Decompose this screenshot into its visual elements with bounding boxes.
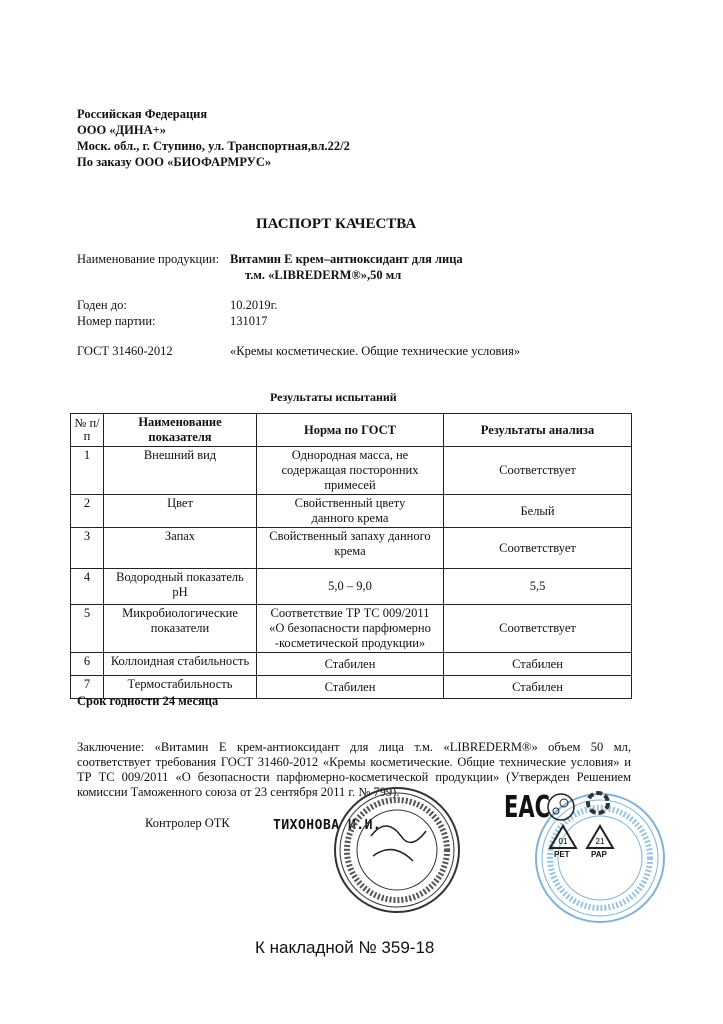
product-label: Наименование продукции: — [77, 252, 220, 266]
row-norm: Стабилен — [257, 653, 444, 676]
signature-role: Контролер ОТК — [145, 816, 230, 830]
row-norm: Свойственный цвету данного крема — [257, 495, 444, 528]
results-title: Результаты испытаний — [270, 390, 397, 404]
company-header — [77, 106, 350, 170]
row-name: Термостабильность — [104, 676, 257, 699]
row-name: Запах — [104, 528, 257, 569]
shelf-life: Срок годности 24 месяца — [77, 694, 219, 708]
row-name: Микробиологические показатели — [104, 605, 257, 653]
row-number: 5 — [71, 605, 104, 653]
pet-recycle-icon — [548, 824, 578, 850]
col-header-result: Результаты анализа — [444, 414, 632, 447]
header-line: По заказу ООО «БИОФАРМРУС» — [77, 155, 272, 169]
col-header-number: № п/п — [71, 414, 104, 447]
expiry-value: 10.2019г. — [230, 298, 278, 312]
table-row — [71, 447, 632, 495]
row-result: Белый — [444, 495, 632, 528]
cosmetics-symbol-icon — [546, 792, 576, 822]
pap-recycle-icon — [585, 824, 615, 850]
pet-code: 01 — [558, 837, 568, 846]
row-name: Внешний вид — [104, 447, 257, 495]
gost-value: «Кремы косметические. Общие технические условия» — [230, 344, 521, 358]
signature-name: ТИХОНОВА И.И. — [273, 818, 382, 833]
table-header-row — [71, 414, 632, 447]
row-norm: Стабилен — [257, 676, 444, 699]
col-header-name: Наименование показателя — [104, 414, 257, 447]
document-title: ПАСПОРТ КАЧЕСТВА — [256, 216, 417, 232]
pap-code: 21 — [595, 837, 605, 846]
pap-label: PAP — [591, 850, 607, 859]
row-name: Водородный показатель pH — [104, 569, 257, 605]
row-result: Соответствует — [444, 605, 632, 653]
col-header-norm: Норма по ГОСТ — [257, 414, 444, 447]
product-brand: т.м. «LIBREDERM®»,50 мл — [245, 268, 402, 282]
batch-label: Номер партии: — [77, 314, 156, 328]
results-table — [70, 413, 632, 699]
header-line: ООО «ДИНА+» — [77, 123, 166, 137]
row-number: 6 — [71, 653, 104, 676]
row-number: 7 — [71, 676, 104, 699]
row-norm: Соответствие ТР ТС 009/2011 «О безопасности парфюмерно -косметической продукции» — [257, 605, 444, 653]
row-result: 5,5 — [444, 569, 632, 605]
row-norm: Однородная масса, не содержащая посторонних примесей — [257, 447, 444, 495]
expiry-label: Годен до: — [77, 298, 127, 312]
table-row — [71, 653, 632, 676]
header-line: Моск. обл., г. Ступино, ул. Транспортная,вл.22/2 — [77, 139, 350, 153]
row-norm: 5,0 – 9,0 — [257, 569, 444, 605]
table-row — [71, 495, 632, 528]
row-result: Соответствует — [444, 447, 632, 495]
row-number: 3 — [71, 528, 104, 569]
row-number: 4 — [71, 569, 104, 605]
batch-value: 131017 — [230, 314, 268, 328]
row-name: Цвет — [104, 495, 257, 528]
row-norm: Свойственный запаху данного крема — [257, 528, 444, 569]
product-name: Витамин Е крем–антиоксидант для лица — [230, 252, 463, 266]
table-row — [71, 528, 632, 569]
row-result: Стабилен — [444, 676, 632, 699]
round-seal-stamp — [333, 786, 461, 914]
pet-label: PET — [554, 850, 570, 859]
gost-label: ГОСТ 31460-2012 — [77, 344, 173, 358]
row-name: Коллоидная стабильность — [104, 653, 257, 676]
recycling-icon — [584, 790, 612, 816]
row-number: 1 — [71, 447, 104, 495]
invoice-reference: К накладной № 359-18 — [255, 938, 435, 957]
eac-mark: ЕАС — [504, 790, 551, 825]
row-result: Соответствует — [444, 528, 632, 569]
row-number: 2 — [71, 495, 104, 528]
table-row — [71, 605, 632, 653]
row-result: Стабилен — [444, 653, 632, 676]
header-line: Российская Федерация — [77, 107, 208, 121]
conclusion-text: Заключение: «Витамин Е крем-антиоксидант для лица т.м. «LIBREDERM®» объем 50 мл, соответствует требования ГОСТ 31460-2012 «Кремы косметические. Общие технические условия» и ТР ТС 009/2011 «О безопасности парфюмерно-косметической продукции» (Утвержден Решением комиссии Таможенного союза от 23 сентября 2011 г. № 799). — [77, 740, 631, 799]
table-row — [71, 569, 632, 605]
